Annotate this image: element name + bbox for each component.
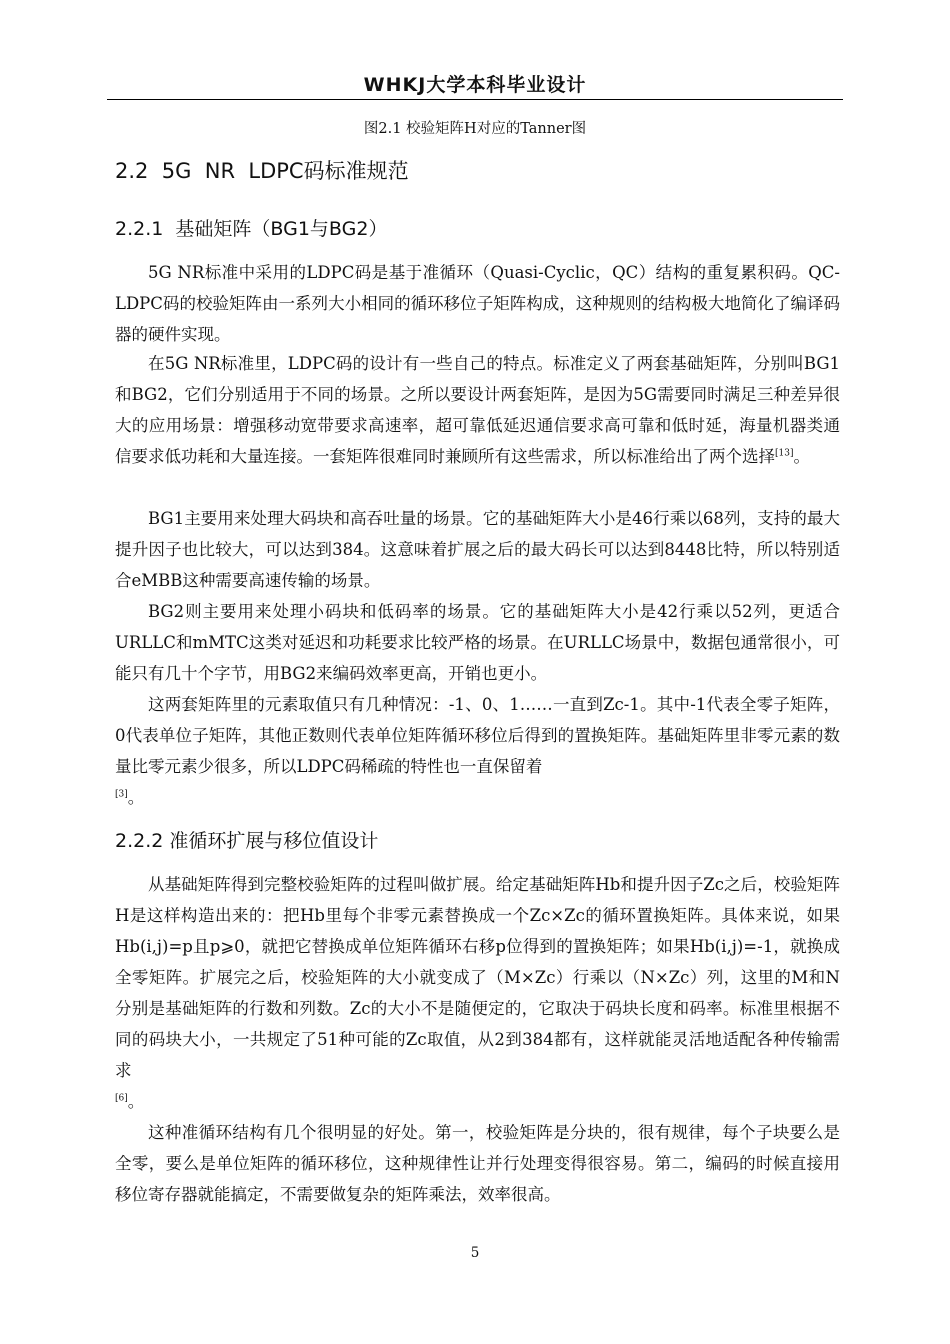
- paragraph-text: 在5G NR标准里，LDPC码的设计有一些自己的特点。标准定义了两套基础矩阵，分别叫BG1和BG2，它们分别适用于不同的场景。之所以要设计两套矩阵，是因为5G需要同时满足三种差异很大的应用场景：增强移动宽带要求高速率，超可靠低延迟通信要求高可靠和低时延，海量机器类通信要求低功耗和大量连接。一套矩阵很难同时兼顾所有这些需求，所以标准给出了两个选择: [115, 354, 840, 466]
- paragraph-element-values: [115, 689, 840, 813]
- citation-ref: [3]: [115, 789, 128, 800]
- paragraph-expansion: [115, 869, 840, 1117]
- paragraph-text-end: 。: [793, 447, 810, 466]
- paragraph-text: 从基础矩阵得到完整校验矩阵的过程叫做扩展。给定基础矩阵Hb和提升因子Zc之后，校验矩阵H是这样构造出来的：把Hb里每个非零元素替换成一个Zc×Zc的循环置换矩阵。具体来说，如果Hb(i,j)=p且p⩾0，就把它替换成单位矩阵循环右移p位得到的置换矩阵；如果Hb(i,j)=-1，就换成全零矩阵。扩展完之后，校验矩阵的大小就变成了（M×Zc）行乘以（N×Zc）列，这里的M和N分别是基础矩阵的行数和列数。Zc的大小不是随便定的，它取决于码块长度和码率。标准里根据不同的码块大小，一共规定了51种可能的Zc取值，从2到384都有，这样就能灵活地适配各种传输需求: [115, 875, 840, 1080]
- page-header-title: WHKJ大学本科毕业设计: [363, 74, 587, 96]
- header-divider: [107, 99, 843, 100]
- paragraph-advantages: 这种准循环结构有几个很明显的好处。第一，校验矩阵是分块的，很有规律，每个子块要么是全零，要么是单位矩阵的循环移位，这种规律性让并行处理变得很容易。第二，编码的时候直接用移位寄存器就能搞定，不需要做复杂的矩阵乘法，效率很高。: [115, 1123, 840, 1204]
- paragraph-text-end: 。: [127, 788, 145, 807]
- paragraph-two-base-graphs: [115, 348, 840, 472]
- paragraph-text: 这两套矩阵里的元素取值只有几种情况：-1、0、1……一直到Zc-1。其中-1代表全零子矩阵，0代表单位子矩阵，其他正数则代表单位矩阵循环移位后得到的置换矩阵。基础矩阵里非零元素的数量比零元素少很多，所以LDPC码稀疏的特性也一直保留着: [115, 695, 840, 776]
- paragraph-text-end: 。: [127, 1092, 145, 1111]
- subsection-heading-quasi-cyclic: 2.2.2 准循环扩展与移位值设计: [115, 830, 379, 852]
- page-number: 5: [470, 1245, 480, 1261]
- section-heading: 2.2 5G NR LDPC码标准规范: [115, 159, 409, 183]
- subsection-heading-base-matrix: 2.2.1 基础矩阵（BG1与BG2）: [115, 218, 388, 240]
- paragraph-bg1: BG1主要用来处理大码块和高吞吐量的场景。它的基础矩阵大小是46行乘以68列，支持的最大提升因子也比较大，可以达到384。这意味着扩展之后的最大码长可以达到8448比特，所以特别适合eMBB这种需要高速传输的场景。: [115, 509, 840, 590]
- citation-ref: [13]: [775, 448, 794, 459]
- paragraph-bg2: BG2则主要用来处理小码块和低码率的场景。它的基础矩阵大小是42行乘以52列，更适合URLLC和mMTC这类对延迟和功耗要求比较严格的场景。在URLLC场景中，数据包通常很小，可能只有几十个字节，用BG2来编码效率更高，开销也更小。: [115, 602, 840, 683]
- paragraph-qc-ldpc-intro: 5G NR标准中采用的LDPC码是基于准循环（Quasi-Cyclic，QC）结构的重复累积码。QC-LDPC码的校验矩阵由一系列大小相同的循环移位子矩阵构成，这种规则的结构极大地简化了编译码器的硬件实现。: [115, 263, 840, 344]
- figure-caption: 图2.1 校验矩阵H对应的Tanner图: [363, 121, 587, 137]
- citation-ref: [6]: [115, 1093, 128, 1104]
